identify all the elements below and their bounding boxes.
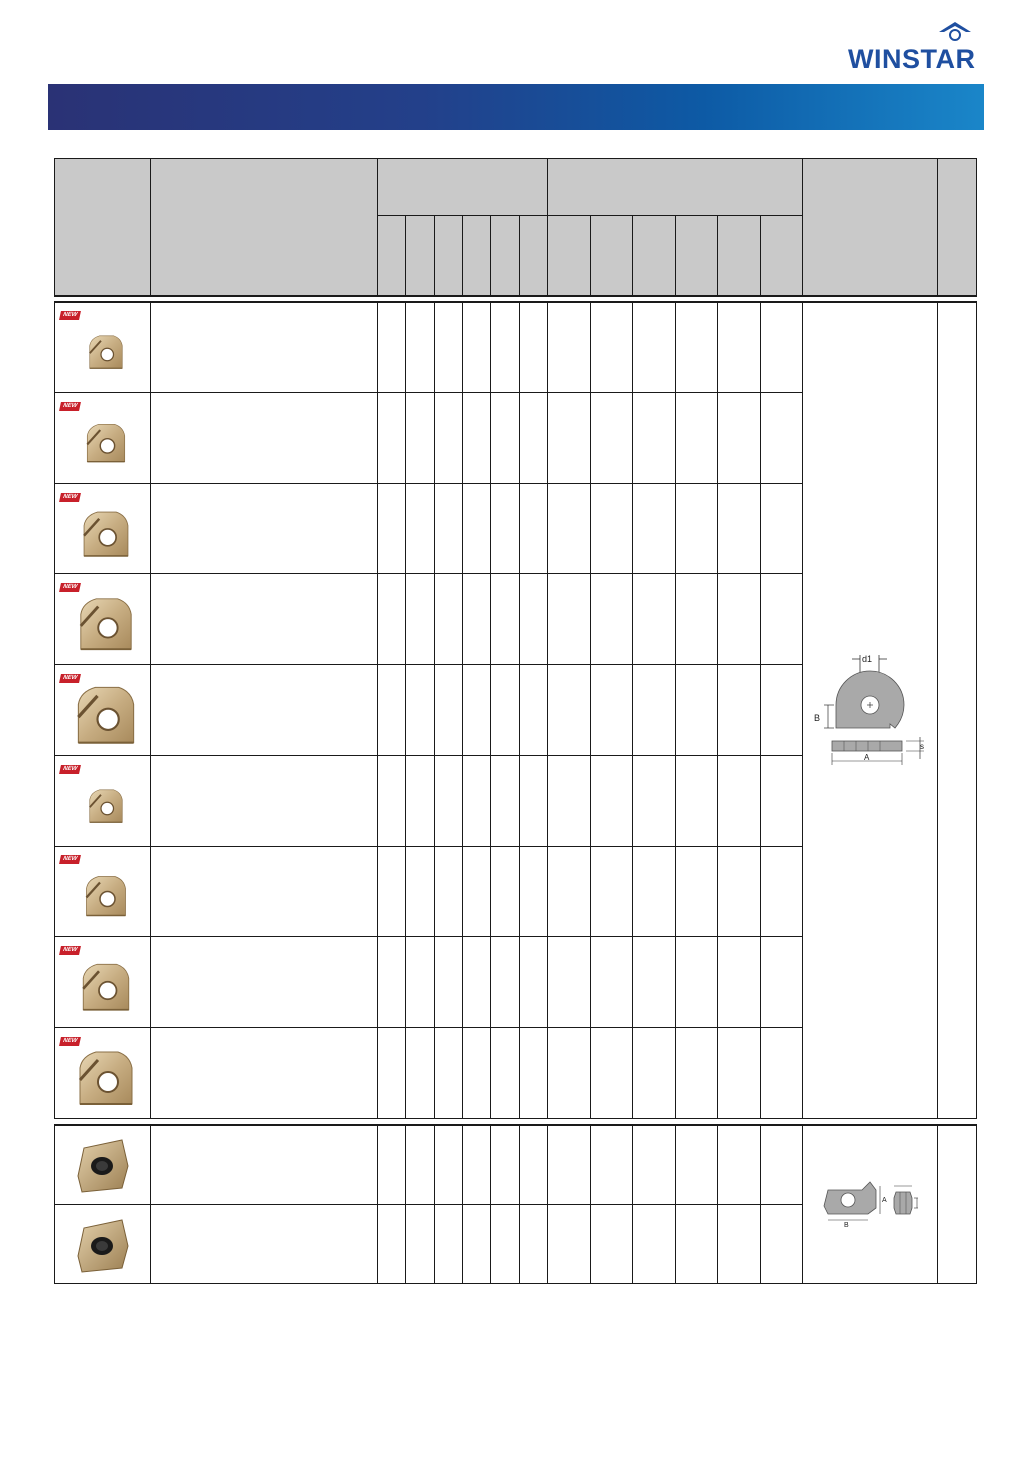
product-table-group-2 bbox=[54, 1124, 977, 1284]
new-badge: NEW bbox=[59, 855, 81, 864]
carbide-insert-icon bbox=[75, 593, 137, 655]
new-badge: NEW bbox=[59, 493, 81, 502]
insert-dimension-diagram-icon bbox=[810, 649, 930, 769]
carbide-insert-icon bbox=[74, 1046, 138, 1110]
new-badge: NEW bbox=[59, 765, 81, 774]
indexable-insert-icon bbox=[72, 1136, 134, 1196]
a2-label: A bbox=[882, 1197, 887, 1204]
a-label: A bbox=[864, 753, 870, 762]
carbide-insert-icon bbox=[86, 332, 126, 372]
indexable-insert-icon bbox=[72, 1216, 134, 1276]
carbide-insert-icon bbox=[82, 872, 130, 920]
carbide-insert-icon bbox=[79, 507, 133, 561]
new-badge: NEW bbox=[59, 311, 81, 320]
product-table-group-1 bbox=[54, 301, 977, 1119]
b-label: B bbox=[814, 713, 821, 723]
table-header bbox=[54, 158, 977, 296]
d1-label: d1 bbox=[862, 654, 873, 664]
insert-dimension-diagram-2-icon bbox=[814, 1174, 924, 1230]
carbide-insert-icon bbox=[83, 420, 129, 466]
b2-label: B bbox=[844, 1222, 849, 1229]
brand-name: WINSTAR bbox=[848, 44, 976, 74]
new-badge: NEW bbox=[59, 402, 81, 411]
carbide-insert-icon bbox=[78, 959, 134, 1015]
new-badge: NEW bbox=[59, 1037, 81, 1046]
title-banner bbox=[48, 84, 984, 130]
logo-emblem-icon bbox=[935, 20, 975, 46]
carbide-insert-icon bbox=[86, 786, 126, 826]
new-badge: NEW bbox=[59, 946, 81, 955]
new-badge: NEW bbox=[59, 583, 81, 592]
new-badge: NEW bbox=[59, 674, 81, 683]
header-background bbox=[54, 158, 977, 296]
s-label: s bbox=[920, 742, 924, 751]
winstar-logo bbox=[848, 20, 988, 74]
carbide-insert-icon bbox=[72, 681, 140, 749]
